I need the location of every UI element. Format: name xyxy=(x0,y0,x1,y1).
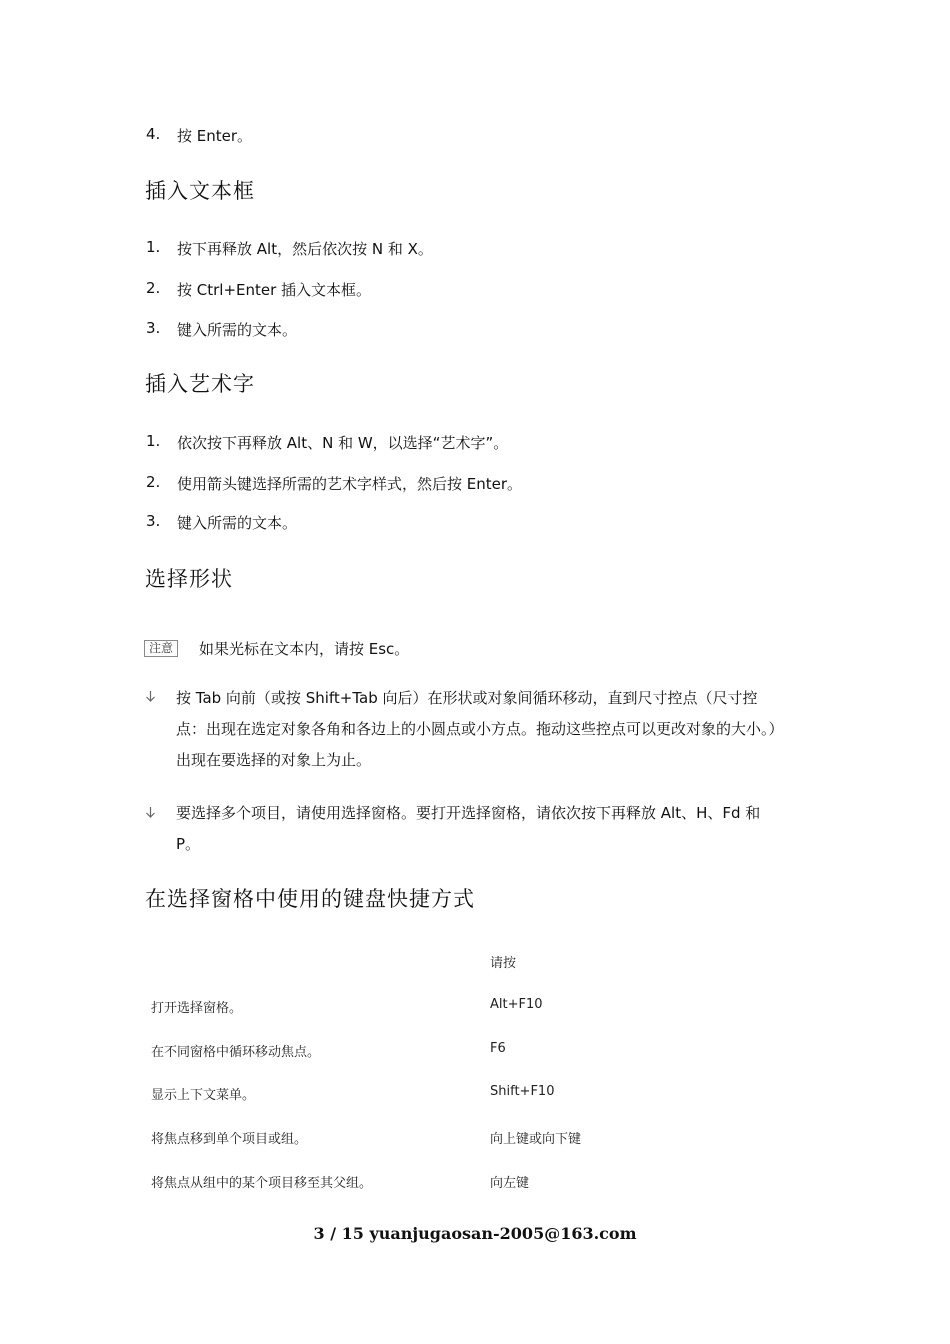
step-number: 1. xyxy=(146,238,161,256)
bullet-text: 按 Tab 向前（或按 Shift+Tab 向后）在形状或对象间循环移动，直到尺寸控点（尺寸控点：出现在选定对象各角和各边上的小圆点或小方点。拖动这些控点可以更改对象的大小。）出现在要选择的对象上为止。 xyxy=(176,689,777,769)
step-text: 使用箭头键选择所需的艺术字样式，然后按 Enter。 xyxy=(177,475,523,493)
step-number: 2. xyxy=(146,279,161,297)
step-text: 按 Enter。 xyxy=(177,127,253,145)
table-cell-action: 将焦点从组中的某个项目移至其父组。 xyxy=(151,1176,373,1191)
section-heading-insert-textbox: 插入文本框 xyxy=(145,179,255,203)
section-heading-select-shapes: 选择形状 xyxy=(145,567,233,591)
section-heading-insert-wordart: 插入艺术字 xyxy=(145,372,255,396)
table-cell-action: 打开选择窗格。 xyxy=(151,1001,243,1016)
section-heading-shortcuts: 在选择窗格中使用的键盘快捷方式 xyxy=(145,887,475,911)
step-number: 2. xyxy=(146,473,161,491)
table-cell-keys: Shift+F10 xyxy=(490,1084,555,1099)
table-cell-keys: F6 xyxy=(490,1041,506,1056)
step-number: 3. xyxy=(146,319,161,337)
step-text: 依次按下再释放 Alt、N 和 W，以选择“艺术字”。 xyxy=(177,434,509,452)
note-label: 注意 xyxy=(144,640,178,657)
step-number: 3. xyxy=(146,512,161,530)
table-header-keys: 请按 xyxy=(490,956,517,971)
step-number: 4. xyxy=(146,125,161,143)
step-text: 按 Ctrl+Enter 插入文本框。 xyxy=(177,281,372,299)
step-text: 键入所需的文本。 xyxy=(177,514,298,532)
arrow-down-icon xyxy=(145,806,156,823)
step-text: 按下再释放 Alt，然后依次按 N 和 X。 xyxy=(177,240,433,258)
table-cell-action: 在不同窗格中循环移动焦点。 xyxy=(151,1045,321,1060)
page-footer: 3 / 15 yuanjugaosan-2005@163.com xyxy=(313,1224,637,1243)
table-cell-action: 显示上下文菜单。 xyxy=(151,1088,256,1103)
table-cell-action: 将焦点移到单个项目或组。 xyxy=(151,1132,308,1147)
table-cell-keys: 向左键 xyxy=(490,1176,530,1191)
table-cell-keys: 向上键或向下键 xyxy=(490,1132,582,1147)
arrow-down-icon xyxy=(145,690,156,707)
step-number: 1. xyxy=(146,432,161,450)
bullet-text: 要选择多个项目，请使用选择窗格。要打开选择窗格，请依次按下再释放 Alt、H、Fd 和 P。 xyxy=(176,804,761,853)
table-cell-keys: Alt+F10 xyxy=(490,997,543,1012)
note-text: 如果光标在文本内，请按 Esc。 xyxy=(199,640,410,658)
step-text: 键入所需的文本。 xyxy=(177,321,298,339)
